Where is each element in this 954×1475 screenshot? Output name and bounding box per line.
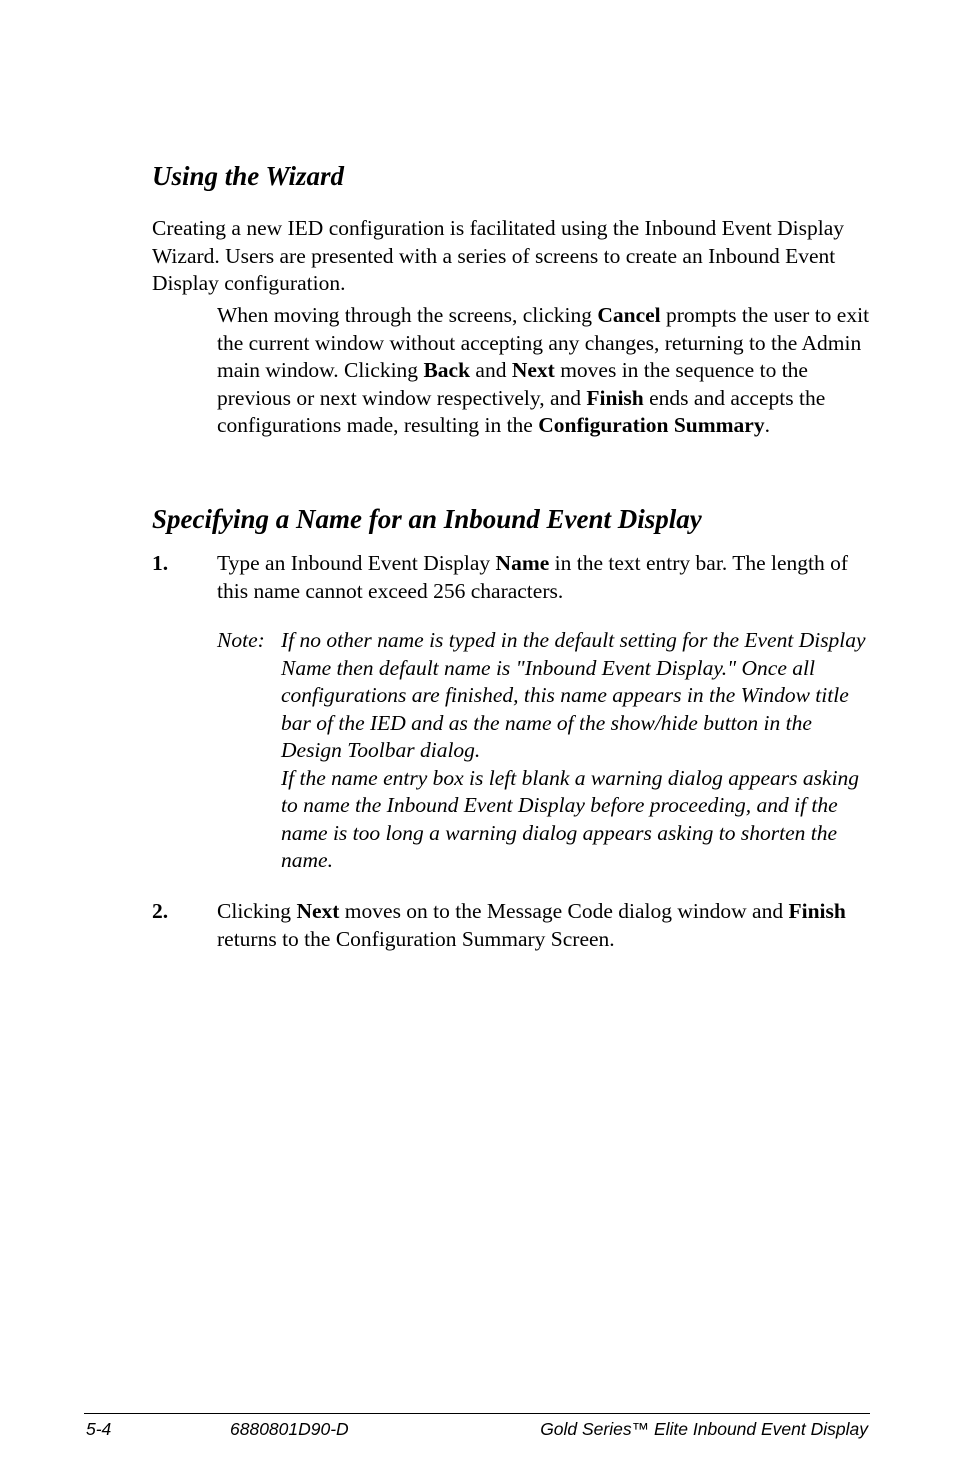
finish-term: Finish <box>586 385 644 410</box>
intro-paragraph: Creating a new IED configuration is facilitated using the Inbound Event Display Wizard. Users are presented with a series of screens to create an Inbound Event Display configuration. <box>152 216 844 295</box>
nav-text: prompts the user to exit the current window without accepting any changes, returning to the Admin main window. Clicking <box>217 303 870 382</box>
nav-text: When moving through the screens, clicking <box>217 303 598 327</box>
finish-term: Finish <box>788 899 846 923</box>
step-text: Clicking <box>217 899 297 923</box>
footer-page-number: 5-4 <box>86 1419 112 1439</box>
next-term: Next <box>511 358 555 382</box>
step-text: Type an Inbound Event Display <box>217 551 496 575</box>
step-1-text <box>217 550 872 605</box>
name-term: Name <box>495 551 550 575</box>
footer-rule <box>84 1413 870 1414</box>
nav-text: and <box>470 358 512 382</box>
nav-text: ends and accepts the configurations made, resulting in the <box>217 385 826 437</box>
footer-document-title: Gold Series™ Elite Inbound Event Display <box>540 1419 868 1439</box>
step-text: in the text entry bar. The length of this name cannot exceed 256 characters. <box>217 551 849 603</box>
next-term: Next <box>296 899 340 923</box>
step-1-number: 1. <box>152 551 169 575</box>
cancel-term: Cancel <box>597 303 661 327</box>
note-label: Note: <box>217 628 265 652</box>
step-text: moves on to the Message Code dialog window and <box>339 899 789 923</box>
step-2-number: 2. <box>152 899 169 923</box>
back-term: Back <box>423 358 471 382</box>
note-text <box>281 627 871 875</box>
step-text: returns to the Configuration Summary Screen. <box>217 926 615 951</box>
step-2-text <box>217 898 872 953</box>
note-paragraph-2: If the name entry box is left blank a warning dialog appears asking to name the Inbound Event Display before proceeding, and if the name is too long a warning dialog appears asking to shorten the name. <box>281 765 860 872</box>
heading-specifying-a-name: Specifying a Name for an Inbound Event Display <box>152 504 702 534</box>
note-paragraph-1: If no other name is typed in the default setting for the Event Display Name then default name is "Inbound Event Display." Once all configurations are finished, this name appears in the Window title bar of the IED and as the name of the show/hide button in the Design Toolbar dialog. <box>281 628 866 762</box>
heading-using-the-wizard: Using the Wizard <box>152 161 345 191</box>
configuration-summary-term: Configuration Summary <box>538 413 765 437</box>
nav-text: moves in the sequence to the previous or next window respectively, and <box>217 358 808 410</box>
footer-document-number: 6880801D90-D <box>230 1419 349 1439</box>
wizard-navigation-paragraph <box>217 302 872 440</box>
nav-text: . <box>764 413 770 437</box>
